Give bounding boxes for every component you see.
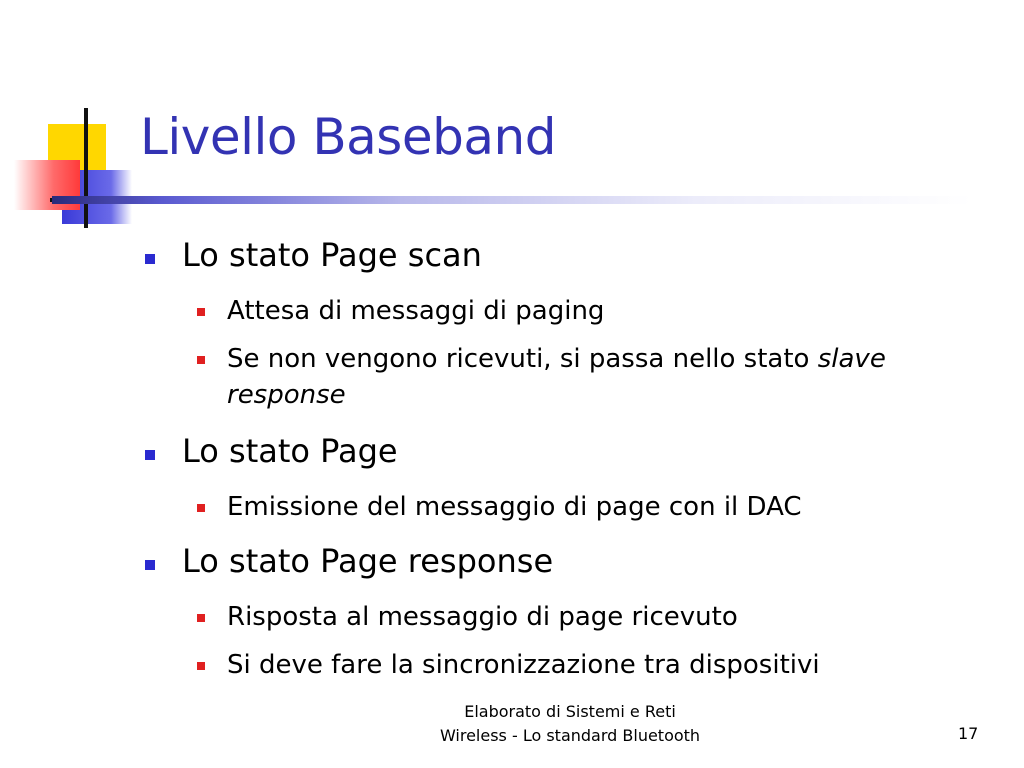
bullet-marker [145,560,155,570]
bullet-marker [145,450,155,460]
sub-bullet-item: Attesa di messaggi di paging [227,296,605,326]
title-underline [52,196,972,204]
footer-line-2: Wireless - Lo standard Bluetooth [439,726,701,745]
bullet-item: Lo stato Page [182,432,398,470]
slide-logo-decoration [0,0,150,240]
italic-term: slave response [227,344,886,410]
slide-title: Livello Baseband [140,108,556,166]
sub-bullet-marker [197,504,205,512]
sub-bullet-marker [197,308,205,316]
bullet-marker [145,254,155,264]
page-number: 17 [958,724,979,743]
sub-bullet-marker [197,356,205,364]
sub-bullet-item: Risposta al messaggio di page ricevuto [227,602,738,632]
bullet-item: Lo stato Page response [182,542,554,580]
footer-line-1: Elaborato di Sistemi e Reti [464,702,676,721]
sub-bullet-item: Si deve fare la sincronizzazione tra dispositivi [227,650,820,680]
sub-bullet-marker [197,614,205,622]
sub-bullet-text: Se non vengono ricevuti, si passa nello stato [227,344,818,374]
sub-bullet-marker [197,662,205,670]
sub-bullet-item [227,341,997,413]
slide-footer [380,700,760,748]
sub-bullet-item: Emissione del messaggio di page con il DAC [227,492,802,522]
bullet-item: Lo stato Page scan [182,236,482,274]
